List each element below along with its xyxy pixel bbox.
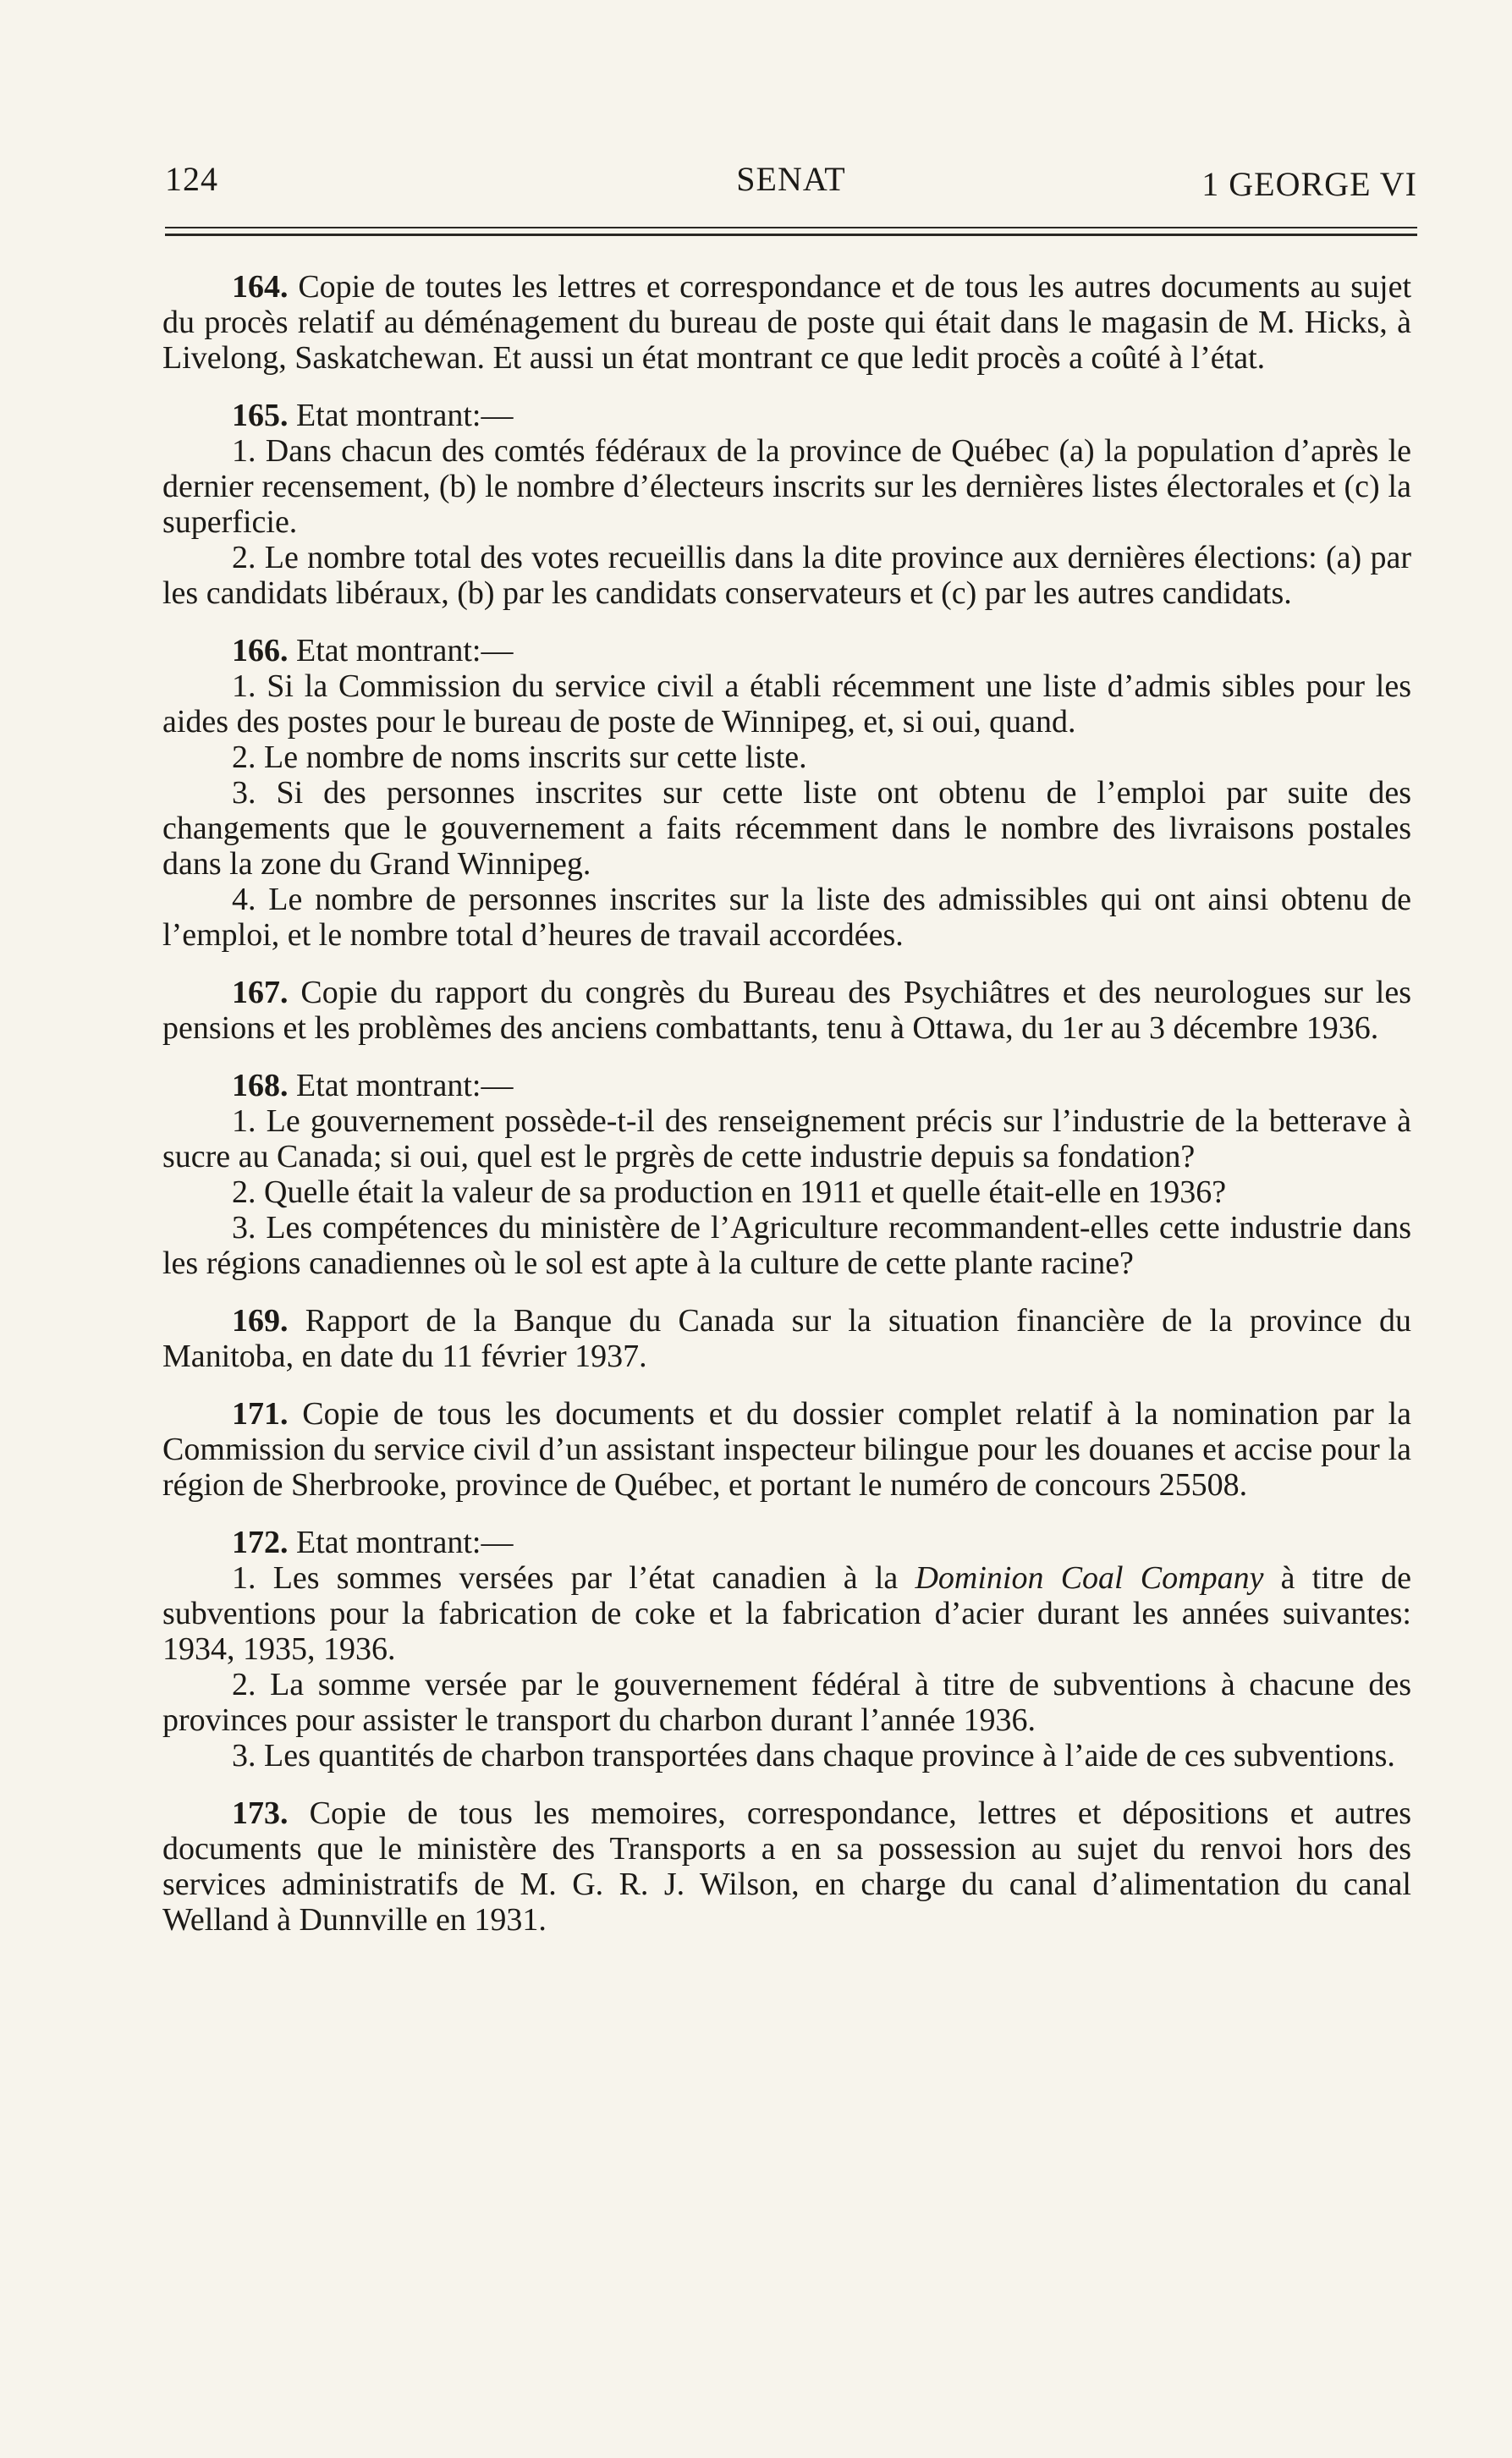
- entry-165: [162, 398, 1411, 611]
- entry-text: Copie de toutes les lettres et correspondance et de tous les autres documents au sujet du procès relatif au déménagement du bureau de poste qui était dans le magasin de M. Hicks, à Livelong, Saskatchewan. Et aussi un état montrant ce que ledit procès a coûté à l’état.: [162, 269, 1412, 376]
- company-name: Dominion Coal Company: [915, 1560, 1264, 1596]
- entry-number: 171.: [232, 1396, 289, 1432]
- entry-169: [162, 1303, 1411, 1374]
- entry-lead-text: Etat montrant:—: [296, 398, 514, 433]
- entry-number: 166.: [232, 633, 289, 668]
- entry-item: 1. Si la Commission du service civil a établi récemment une liste d’admis sibles pour les aides des postes pour le bureau de poste de Winnipeg, et, si oui, quand.: [162, 668, 1411, 740]
- entry-lead: [162, 1525, 1411, 1560]
- entry-text: Rapport de la Banque du Canada sur la situation financière de la province du Manitoba, en date du 11 février 1937.: [162, 1303, 1411, 1374]
- entry-item: 3. Les compétences du ministère de l’Agriculture recommandent-elles cette industrie dans les régions canadiennes où le sol est apte à la culture de cette plante racine?: [162, 1210, 1411, 1281]
- entry-item: 3. Les quantités de charbon transportées dans chaque province à l’aide de ces subventions.: [232, 1738, 1395, 1773]
- entry-item: 2. Le nombre total des votes recueillis dans la dite province aux dernières élections: (a) par les candidats libéraux, (b) par les candidats conservateurs et (c) par les autres candidats.: [162, 540, 1411, 611]
- entry-number: 173.: [232, 1795, 289, 1831]
- entry-168: [162, 1068, 1411, 1281]
- entry-lead-text: Etat montrant:—: [296, 1068, 514, 1103]
- entry-item: 2. Quelle était la valeur de sa production en 1911 et quelle était-elle en 1936?: [232, 1174, 1227, 1210]
- entry-paragraph: [162, 1303, 1411, 1374]
- page-number: 124: [165, 160, 218, 198]
- page-header: [165, 159, 1417, 210]
- entry-text: Copie de tous les memoires, correspondance, lettres et dépositions et autres documents que le ministère des Transports a en sa possession au sujet du renvoi hors des services administratifs de M. G. R. J. Wilson, en charge du canal d’alimentation du canal Welland à Dunnville en 1931.: [162, 1795, 1412, 1938]
- entry-item: [162, 1560, 1411, 1667]
- entry-172: [162, 1525, 1411, 1773]
- entry-paragraph: [162, 269, 1411, 376]
- entry-item: 1. Le gouvernement possède-t-il des renseignement précis sur l’industrie de la betterave à sucre au Canada; si oui, quel est le prgrès de cette industrie depuis sa fondation?: [162, 1103, 1411, 1174]
- entry-166: [162, 633, 1411, 953]
- entry-item: 2. Le nombre de noms inscrits sur cette liste.: [232, 740, 807, 775]
- entry-item: 4. Le nombre de personnes inscrites sur la liste des admissibles qui ont ainsi obtenu de l’emploi, et le nombre total d’heures de travail accordées.: [162, 882, 1411, 953]
- entry-lead-text: Etat montrant:—: [296, 633, 514, 668]
- entry-item-text: à titre de subventions pour la fabrication de coke et la fabrication d’acier durant les années suivantes: 1934, 1935, 1936.: [162, 1560, 1411, 1667]
- entry-number: 168.: [232, 1068, 289, 1103]
- entry-lead: [162, 398, 1411, 433]
- running-title: SENAT: [736, 160, 846, 198]
- entry-item: 1. Dans chacun des comtés fédéraux de la province de Québec (a) la population d’après le dernier recensement, (b) le nombre d’électeurs inscrits sur les dernières listes électorales et (c) la superficie.: [162, 433, 1411, 540]
- entry-text: Copie de tous les documents et du dossier complet relatif à la nomination par la Commission du service civil d’un assistant inspecteur bilingue pour les douanes et accise pour la région de Sherbrooke, province de Québec, et portant le numéro de concours 25508.: [162, 1396, 1412, 1503]
- entry-item: 3. Si des personnes inscrites sur cette liste ont obtenu de l’emploi par suite des changements que le gouvernement a faits récemment dans le nombre des livraisons postales dans la zone du Grand Winnipeg.: [162, 775, 1411, 882]
- entry-167: [162, 975, 1411, 1046]
- reign-label: 1 GEORGE VI: [1201, 165, 1417, 203]
- entry-number: 169.: [232, 1303, 289, 1339]
- header-rule-thin: [165, 227, 1417, 228]
- entry-171: [162, 1396, 1411, 1503]
- entry-number: 164.: [232, 269, 289, 305]
- entry-paragraph: [162, 1396, 1411, 1503]
- entry-number: 167.: [232, 975, 289, 1010]
- entry-text: Copie du rapport du congrès du Bureau des Psychiâtres et des neurologues sur les pensions et les problèmes des anciens combattants, tenu à Ottawa, du 1er au 3 décembre 1936.: [162, 975, 1411, 1046]
- entry-lead: [162, 633, 1411, 668]
- entry-lead: [162, 1068, 1411, 1103]
- entry-paragraph: [162, 1795, 1411, 1938]
- entry-paragraph: [162, 975, 1411, 1046]
- document-body: [162, 269, 1411, 1960]
- entry-number: 165.: [232, 398, 289, 433]
- entry-number: 172.: [232, 1525, 289, 1560]
- entry-lead-text: Etat montrant:—: [296, 1525, 514, 1560]
- entry-164: [162, 269, 1411, 376]
- header-rule-thick: [165, 234, 1417, 236]
- entry-173: [162, 1795, 1411, 1938]
- entry-item: 2. La somme versée par le gouvernement fédéral à titre de subventions à chacune des provinces pour assister le transport du charbon durant l’année 1936.: [162, 1667, 1411, 1738]
- entry-item-text: 1. Les sommes versées par l’état canadien à la: [232, 1560, 915, 1596]
